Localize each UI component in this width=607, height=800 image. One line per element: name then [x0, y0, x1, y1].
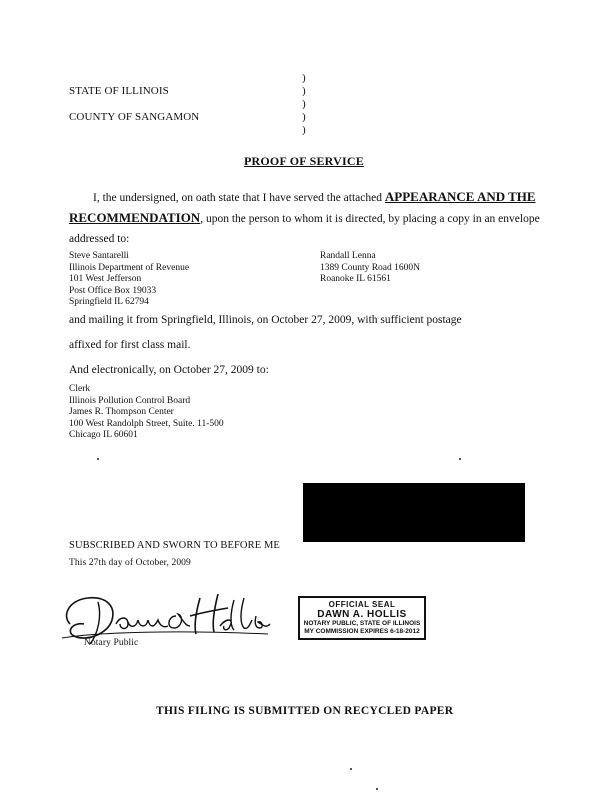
scan-speck: [350, 768, 352, 770]
caption-parentheses: ) ) ) ) ): [302, 72, 306, 136]
statement-suffix: , upon the person to whom it is directed, by placing a copy in an envelope: [200, 213, 540, 225]
address-line: Illinois Pollution Control Board: [69, 395, 191, 406]
addressed-to-label: addressed to:: [69, 233, 130, 245]
address-line: Illinois Department of Revenue: [69, 262, 190, 273]
address-line: Post Office Box 19033: [69, 285, 157, 296]
notary-seal: [298, 596, 426, 640]
scan-speck: [459, 458, 461, 460]
addressee-block-1: [69, 251, 189, 309]
address-line: Chicago IL 60601: [69, 430, 138, 440]
address-line: Steve Santarelli: [69, 251, 129, 261]
seal-heading: OFFICIAL SEAL: [328, 600, 396, 609]
subscribed-sworn-text: SUBSCRIBED AND SWORN TO BEFORE ME: [69, 540, 280, 551]
scan-speck: [97, 458, 99, 460]
statement-prefix: I, the undersigned, on oath state that I have served the attached: [93, 192, 385, 204]
statement-line-1: [93, 189, 536, 205]
seal-expiration-line: MY COMMISSION EXPIRES 6-18-2012: [304, 628, 420, 635]
mailing-line-1: and mailing it from Springfield, Illinois, on October 27, 2009, with sufficient postage: [69, 314, 462, 326]
redacted-signature-block: [303, 483, 525, 542]
recycled-paper-notice: THIS FILING IS SUBMITTED ON RECYCLED PAPER: [156, 705, 454, 717]
mailing-line-2: affixed for first class mail.: [69, 339, 191, 351]
address-line: Springfield IL 62794: [69, 297, 149, 307]
address-line: James R. Thompson Center: [69, 407, 174, 417]
document-name-part-1: APPEARANCE AND THE: [384, 189, 536, 204]
seal-state-line: NOTARY PUBLIC, STATE OF ILLINOIS: [303, 620, 421, 627]
address-line: Roanoke IL 61561: [320, 274, 391, 284]
address-line: Clerk: [69, 384, 91, 394]
notary-public-label: Notary Public: [84, 638, 139, 648]
seal-name: DAWN A. HOLLIS: [317, 609, 407, 620]
address-line: Randall Lenna: [320, 251, 376, 261]
clerk-address-block: [69, 384, 224, 442]
address-line: 101 West Jefferson: [69, 274, 142, 284]
document-name-part-2: RECOMMENDATION: [69, 210, 201, 225]
county-caption: COUNTY OF SANGAMON: [69, 111, 200, 123]
date-line: This 27th day of October, 2009: [69, 558, 191, 568]
state-caption: STATE OF ILLINOIS: [69, 85, 169, 97]
address-line: 100 West Randolph Street, Suite. 11-500: [69, 418, 224, 429]
electronic-line: And electronically, on October 27, 2009 to:: [69, 364, 269, 376]
statement-line-2: [69, 210, 540, 226]
scan-speck: [376, 788, 378, 790]
addressee-block-2: [320, 251, 420, 286]
address-line: 1389 County Road 1600N: [320, 262, 421, 273]
document-title: PROOF OF SERVICE: [244, 154, 364, 168]
